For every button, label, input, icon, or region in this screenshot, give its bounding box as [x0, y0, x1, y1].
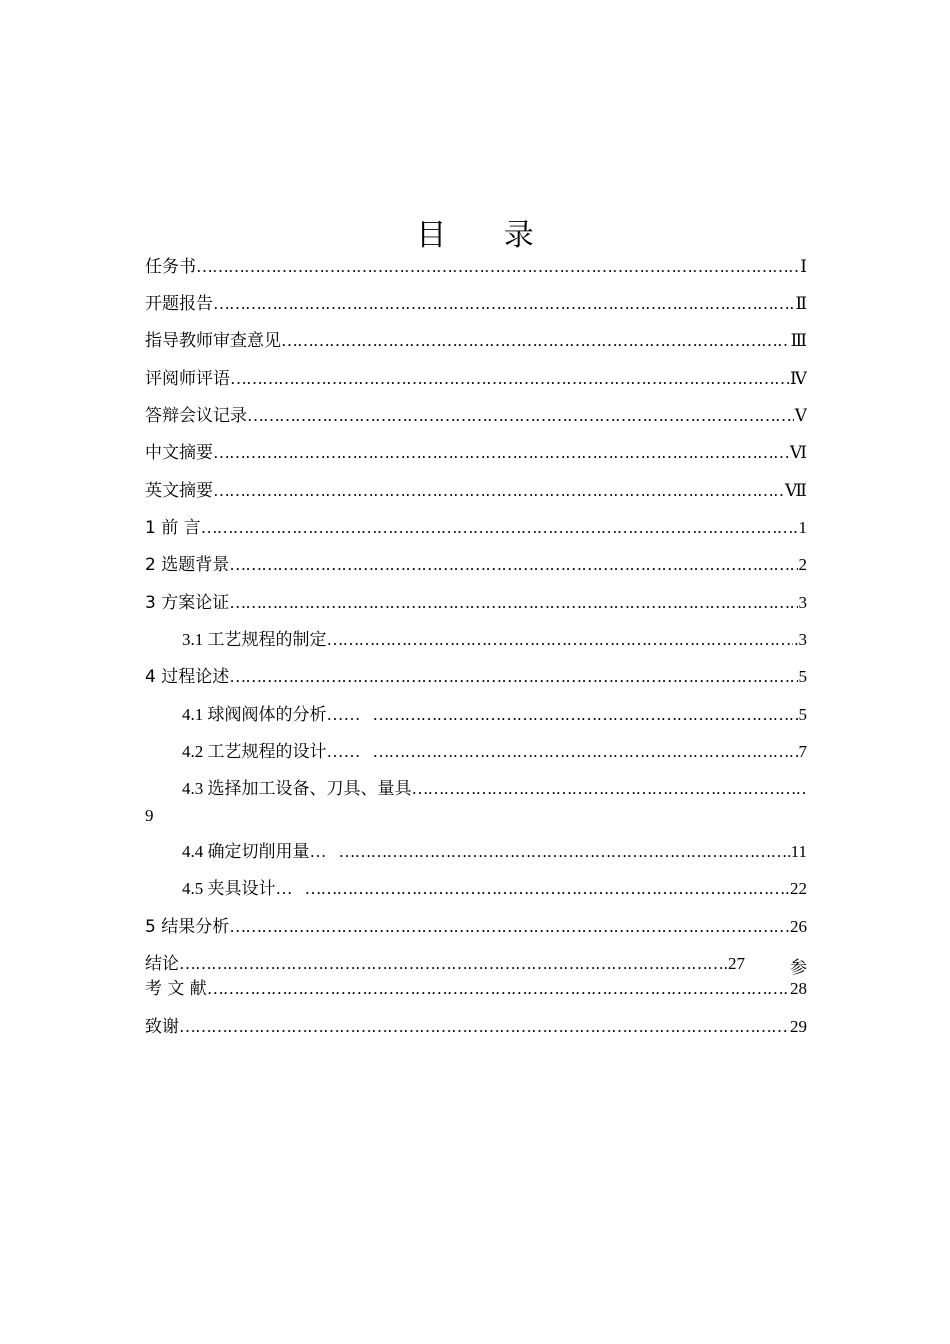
toc-entry[interactable]	[145, 399, 807, 427]
dot-leader	[207, 978, 789, 1000]
toc-entry-page: Ⅶ	[785, 481, 807, 500]
toc-subentry[interactable]	[182, 735, 807, 763]
dot-leader	[327, 629, 794, 651]
dot-leader	[229, 554, 797, 576]
toc-entry-page: 9	[145, 806, 154, 825]
toc-entry[interactable]	[145, 660, 807, 688]
dot-leader	[229, 666, 797, 688]
toc-entry[interactable]	[145, 324, 807, 352]
toc-entry-page: Ⅱ	[795, 294, 807, 313]
dot-leader	[229, 916, 789, 938]
dot-leader	[213, 480, 784, 502]
toc-entry-label: 开题报告	[145, 294, 213, 314]
toc-entry-page: 7	[798, 742, 807, 761]
toc-entry-label: 评阅师评语	[145, 369, 230, 389]
toc-entry-page: Ⅳ	[790, 369, 807, 388]
toc-entry-page: 5	[798, 705, 807, 724]
toc-entry-label: 英文摘要	[145, 481, 213, 501]
toc-entry-label: 4.3 选择加工设备、刀具、量具	[182, 779, 412, 798]
dot-leader	[339, 841, 790, 863]
toc-entry-label: 4 过程论述	[145, 667, 230, 687]
toc-entry-label: 1 前 言	[145, 518, 201, 538]
toc-entry-page: 11	[790, 842, 807, 861]
toc-subentry[interactable]	[182, 835, 807, 863]
toc-entry-page: Ⅵ	[789, 443, 807, 462]
dot-leader	[373, 741, 798, 763]
toc-entry[interactable]	[145, 910, 807, 938]
toc-entry-label: 致谢	[145, 1017, 179, 1037]
toc-subentry[interactable]	[182, 872, 807, 900]
toc-entry-label: 2 选题背景	[145, 555, 230, 575]
toc-entry-page: 26	[790, 917, 807, 936]
toc-entry-label: 4.4 确定切削用量…	[182, 842, 327, 861]
toc-entry[interactable]	[145, 287, 807, 315]
toc-entry-page: 27	[728, 954, 745, 973]
dot-leader	[412, 778, 808, 800]
dot-leader	[305, 878, 790, 900]
dot-leader	[247, 405, 794, 427]
toc-entry[interactable]	[145, 586, 807, 614]
toc-entry-page: 3	[798, 593, 807, 612]
toc-entry-page: 28	[790, 979, 807, 998]
toc-subentry[interactable]	[182, 698, 807, 726]
toc-entry[interactable]	[145, 511, 807, 539]
dot-leader	[201, 517, 798, 539]
dot-leader	[213, 293, 794, 315]
toc-subentry[interactable]	[182, 623, 807, 651]
toc-entry-label: 考 文 献	[145, 979, 207, 999]
toc-entry-page: 22	[790, 879, 807, 898]
dot-leader	[230, 368, 789, 390]
toc-entry-label: 5 结果分析	[145, 917, 230, 937]
toc-entry-page: Ⅴ	[794, 406, 807, 425]
toc-entry[interactable]	[145, 250, 807, 278]
page-title: 目 录	[416, 218, 558, 253]
toc-entry-label: 4.1 球阀阀体的分析……	[182, 705, 361, 724]
dot-leader	[229, 592, 797, 614]
toc-entry[interactable]	[145, 1010, 807, 1038]
toc-entry[interactable]	[145, 474, 807, 502]
toc-entry-label: 3 方案论证	[145, 593, 230, 613]
dot-leader	[196, 256, 799, 278]
dot-leader	[213, 442, 789, 464]
toc-entry-label: 中文摘要	[145, 443, 213, 463]
toc-entry-label: 答辩会议记录	[145, 406, 247, 426]
toc-entry-page: Ⅲ	[790, 331, 807, 350]
dot-leader	[281, 330, 790, 352]
toc-entry-page: Ⅰ	[800, 257, 807, 276]
toc-entry-page: 2	[798, 555, 807, 574]
toc-entry-label: 参	[790, 958, 807, 978]
toc-entry-label: 3.1 工艺规程的制定	[182, 630, 327, 649]
toc-entry-page: 1	[798, 518, 807, 537]
toc-entry-page: .3	[794, 630, 807, 649]
toc-entry-label: 4.5 夹具设计…	[182, 879, 293, 898]
dot-leader	[179, 1016, 789, 1038]
toc-entry-page: 29	[790, 1017, 807, 1036]
toc-entry[interactable]	[145, 436, 807, 464]
toc-entry[interactable]	[145, 548, 807, 576]
toc-entry-page: 5	[798, 667, 807, 686]
toc-entry-label: 结论	[145, 954, 179, 974]
toc-subentry[interactable]	[182, 772, 807, 800]
toc-entry[interactable]	[145, 972, 807, 1000]
dot-leader	[373, 704, 798, 726]
toc-entry[interactable]	[145, 947, 745, 975]
toc-entry-label: 4.2 工艺规程的设计……	[182, 742, 361, 761]
toc-entry-label: 任务书	[145, 257, 196, 277]
toc-entry[interactable]	[145, 362, 807, 390]
toc-entry-label: 指导教师审查意见	[145, 331, 281, 351]
